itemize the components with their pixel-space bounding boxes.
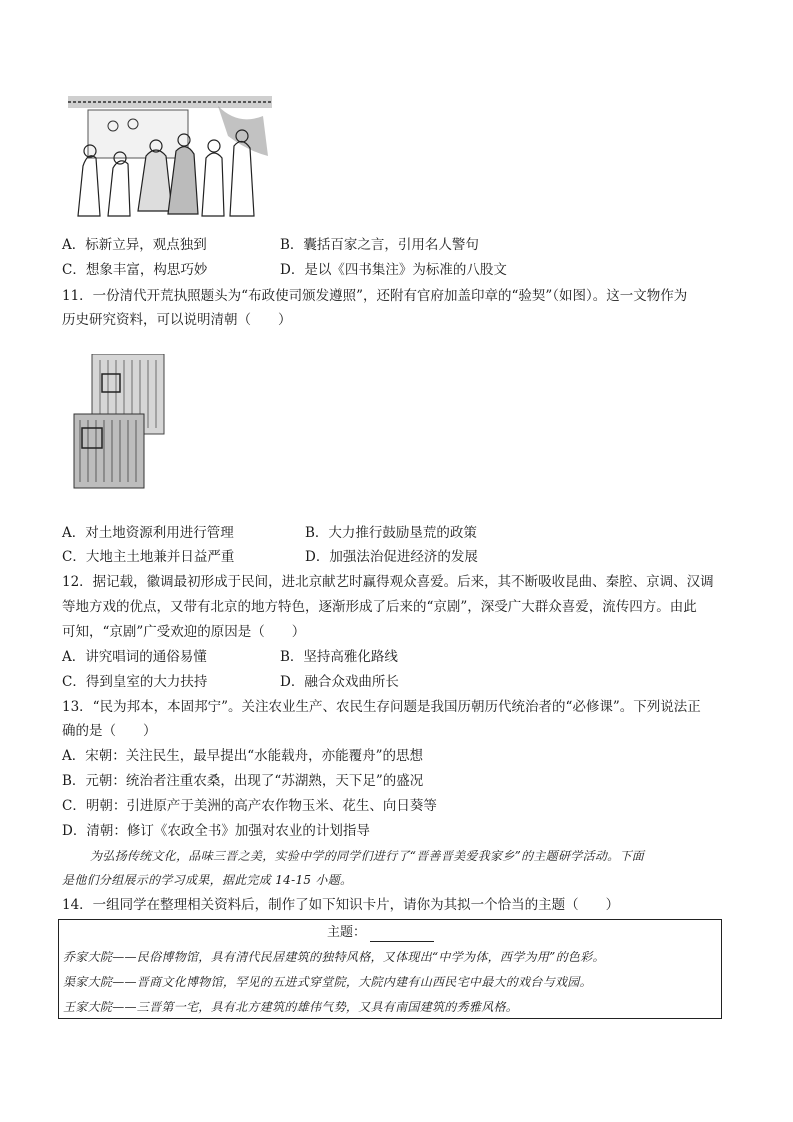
q12-stem-line3: 可知，“京剧”广受欢迎的原因是（ ） — [62, 624, 306, 640]
card-line2: 渠家大院——晋商文化博物馆，罕见的五进式穿堂院，大院内建有山西民宅中最大的戏台与戏园。 — [63, 975, 592, 989]
q13-stem-line2: 确的是（ ） — [62, 723, 157, 739]
knowledge-card — [58, 919, 722, 1019]
q11-option-b: B．大力推行鼓励垦荒的政策 — [305, 525, 477, 541]
card-line3: 王家大院——三晋第一宅，具有北方建筑的雄伟气势，又具有南国建筑的秀雅风格。 — [63, 1000, 519, 1014]
card-title-label: 主题： — [327, 925, 367, 940]
scholars-illustration — [68, 96, 272, 224]
q10-option-a: A．标新立异，观点独到 — [62, 237, 207, 253]
land-deed-illustration — [72, 354, 166, 490]
q12-option-d: D．融合众戏曲所长 — [280, 674, 399, 690]
q13-stem-line1: 13．“民为邦本，本固邦宁”。关注农业生产、农民生存问题是我国历朝历代统治者的“必修课”。下列说法正 — [62, 699, 701, 715]
q13-option-b: B．元朝：统治者注重农桑，出现了“苏湖熟，天下足”的盛况 — [62, 773, 424, 789]
q13-option-c: C．明朝：引进原产于美洲的高产农作物玉米、花生、向日葵等 — [62, 798, 437, 814]
q11-option-d: D．加强法治促进经济的发展 — [305, 549, 478, 565]
q10-option-b: B．囊括百家之言，引用名人警句 — [280, 237, 479, 253]
q12-option-c: C．得到皇室的大力扶持 — [62, 674, 208, 690]
q11-option-c: C．大地主土地兼并日益严重 — [62, 549, 235, 565]
q12-option-b: B．坚持高雅化路线 — [280, 649, 398, 665]
q11-option-a: A．对土地资源利用进行管理 — [62, 525, 234, 541]
card-title — [327, 924, 434, 942]
q10-option-d: D．是以《四书集注》为标准的八股文 — [280, 262, 507, 278]
intro-line2: 是他们分组展示的学习成果，据此完成 14-15 小题。 — [62, 873, 353, 887]
q11-stem-line1: 11．一份清代开荒执照题头为“布政使司颁发遵照”，还附有官府加盖印章的“验契”（如图）。这一文物作为 — [62, 288, 688, 304]
q10-option-c: C．想象丰富，构思巧妙 — [62, 262, 208, 278]
q12-stem-line2: 等地方戏的优点，又带有北京的地方特色，逐渐形成了后来的“京剧”，深受广大群众喜爱，流传四方。由此 — [62, 599, 697, 615]
q12-stem-line1: 12．据记载，徽调最初形成于民间，进北京献艺时赢得观众喜爱。后来，其不断吸收昆曲、秦腔、京调、汉调 — [62, 574, 714, 590]
q13-option-a: A．宋朝：关注民生，最早提出“水能载舟，亦能覆舟”的思想 — [62, 748, 424, 764]
q14-stem: 14．一组同学在整理相关资料后，制作了如下知识卡片，请你为其拟一个恰当的主题（ ） — [62, 897, 620, 913]
card-title-blank — [370, 929, 434, 942]
card-line1: 乔家大院——民俗博物馆，具有清代民居建筑的独特风格，又体现出“中学为体，西学为用”的色彩。 — [63, 950, 605, 964]
q13-option-d: D．清朝：修订《农政全书》加强对农业的计划指导 — [62, 823, 370, 839]
q11-stem-line2: 历史研究资料，可以说明清朝（ ） — [62, 312, 292, 328]
q12-option-a: A．讲究唱词的通俗易懂 — [62, 649, 207, 665]
intro-line1: 为弘扬传统文化，品味三晋之美，实验中学的同学们进行了“晋善晋美爱我家乡”的主题研学活动。下面 — [90, 849, 645, 863]
